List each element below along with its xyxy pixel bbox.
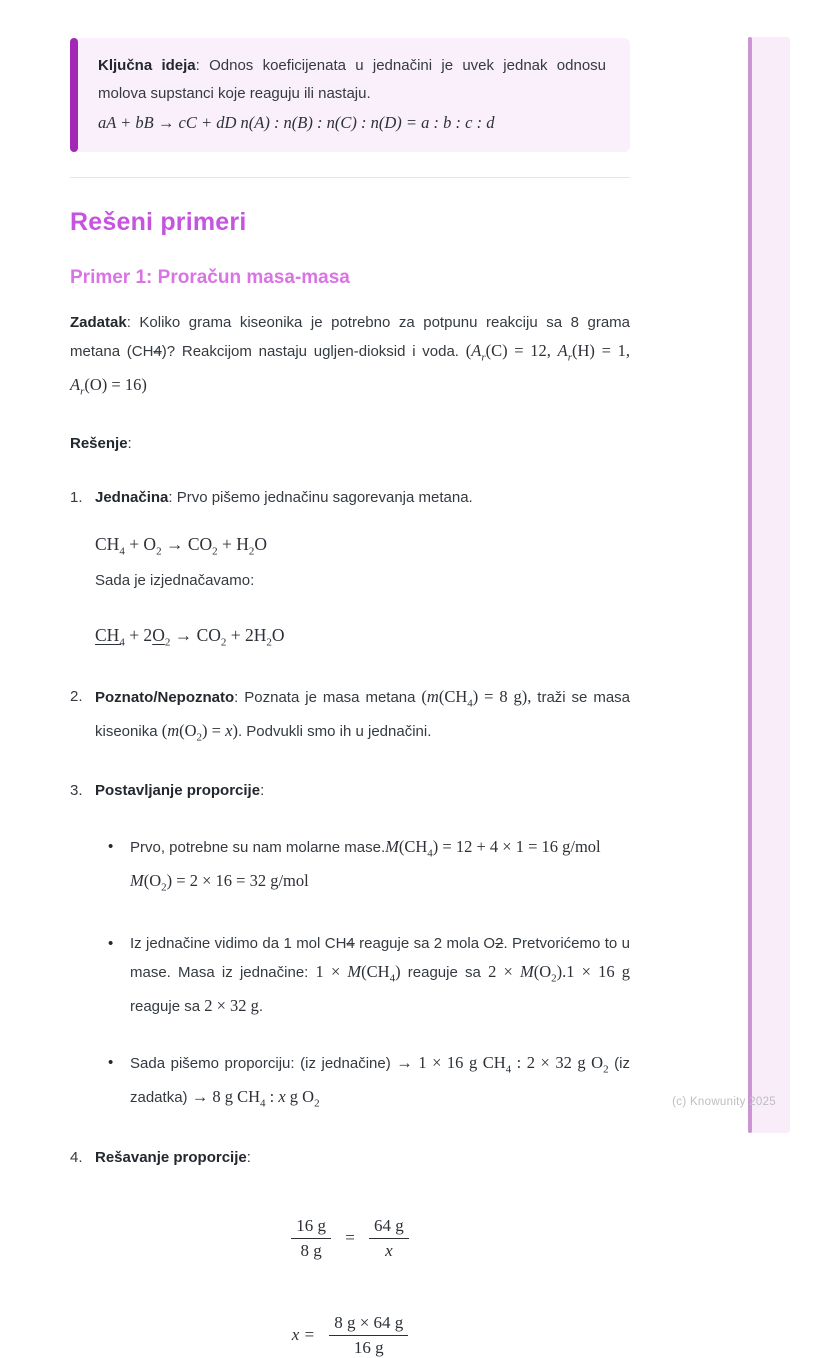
bullet-proportion — [70, 1049, 630, 1118]
bullet-marker: • — [108, 838, 114, 856]
fraction-equation-1 — [70, 1216, 630, 1261]
fraction — [329, 1313, 408, 1358]
document-content — [70, 38, 630, 1358]
fraction-numerator: 8 g × 64 g — [329, 1313, 408, 1336]
section-divider — [70, 177, 630, 178]
step-text: Postavljanje proporcije: — [95, 782, 265, 800]
callout-formula: aA + bB → cC + dD n(A) : n(B) : n(C) : n(D) = a : b : c : d — [98, 113, 495, 132]
equation-balanced: $CH_4 + 2O_2 \to CO_2 + 2H_2O$ — [95, 625, 285, 649]
bullet-text: Prvo, potrebne su nam molarne $mase.M(CH_4) = 12 + 4 \times 1 = 16$ g/mol $M(O_2) = 2 \times 16 = 32$ g/mol — [130, 837, 601, 894]
bullet-marker: • — [108, 1054, 114, 1072]
step-text: Rešavanje proporcije: — [95, 1148, 251, 1166]
equation-block — [95, 530, 630, 657]
task-paragraph: Zadatak: Koliko grama kiseonika je potrebno za potpunu reakciju sa 8 grama metana (CH4)? Reakcijom nastaju ugljen-dioksid i voda. ($A_r(C) = 12$, $A_r(H) = 1$, $A_r(O) = 16$) — [70, 314, 630, 398]
step-number: 3. — [70, 782, 83, 800]
step-number: 1. — [70, 488, 83, 506]
bullet-mole-ratio — [70, 930, 630, 1021]
fraction-equation-2 — [70, 1313, 630, 1358]
heading-example-1: Primer 1: Proračun masa-masa — [70, 267, 350, 288]
equals-sign: = — [345, 1228, 355, 1248]
equation-note: Sada je izjednačavamo: — [95, 572, 255, 590]
fraction-numerator: 16 g — [291, 1216, 331, 1239]
step-equation — [70, 484, 630, 657]
step-text: Jednačina: Prvo pišemo jednačinu sagorevanja metana. — [95, 488, 473, 506]
fraction-numerator: 64 g — [369, 1216, 409, 1239]
footer-copyright: (c) Knowunity 2025 — [672, 1096, 776, 1108]
step-body — [95, 1144, 630, 1172]
solution-label: Rešenje: — [70, 434, 132, 452]
step-number: 2. — [70, 687, 83, 705]
page-edge-strip — [748, 37, 790, 1133]
fraction-denominator: 8 g — [300, 1240, 322, 1260]
bullet-body — [130, 930, 630, 1021]
bullet-body — [130, 833, 630, 902]
callout-text: Ključna ideja: Odnos koeficijenata u jednačini je uvek jednak odnosu molova supstanci koje reaguju ili nastaju. — [98, 57, 606, 102]
step-number: 4. — [70, 1148, 83, 1166]
bullet-molar-masses — [70, 833, 630, 902]
page-edge-strip-accent-line — [748, 37, 752, 1133]
step-known-unknown — [70, 683, 630, 752]
step-proportion-setup — [70, 777, 630, 805]
bullet-marker: • — [108, 934, 114, 952]
step-solving — [70, 1144, 630, 1172]
bullet-text: Sada pišemo proporciju: (iz jednačine) → 1 × 16 g $CH_4$ : 2 × 32 g $O_2$ (iz zadatka) → 8 g $CH_4$ : x g $O_2$ — [130, 1053, 630, 1110]
bullet-body — [130, 1049, 630, 1118]
fraction-denominator: x — [385, 1240, 393, 1260]
step-body — [95, 777, 630, 805]
bullet-text: Iz jednačine vidimo da 1 mol CH4 reaguje sa 2 mola O2. Pretvorićemo to u mase. Masa iz jednačine: $1 \times M(CH_4)$ reaguje sa $2 \times M(O_2).1 \times 16$ g reaguje sa 2 × 32 g. — [130, 934, 631, 1016]
equation-unbalanced: $CH_4 + O_2 \to CO_2 + H_2O$ — [95, 533, 268, 558]
step-body — [95, 683, 630, 752]
fraction-left — [291, 1216, 331, 1261]
heading-solved-examples: Rešeni primeri — [70, 208, 247, 236]
equation-lhs: x = — [291, 1325, 315, 1345]
fraction-right — [369, 1216, 409, 1261]
callout-accent-bar — [70, 38, 78, 152]
step-body — [95, 484, 630, 657]
key-idea-callout — [70, 38, 630, 152]
fraction-denominator: 16 g — [353, 1337, 384, 1357]
step-text: Poznato/Nepoznato: Poznata je masa metana ($m(CH_4) = 8$ g), traži se masa kiseonika $(m(O_2) = x)$. Podvukli smo ih u jednačini. — [95, 686, 631, 744]
